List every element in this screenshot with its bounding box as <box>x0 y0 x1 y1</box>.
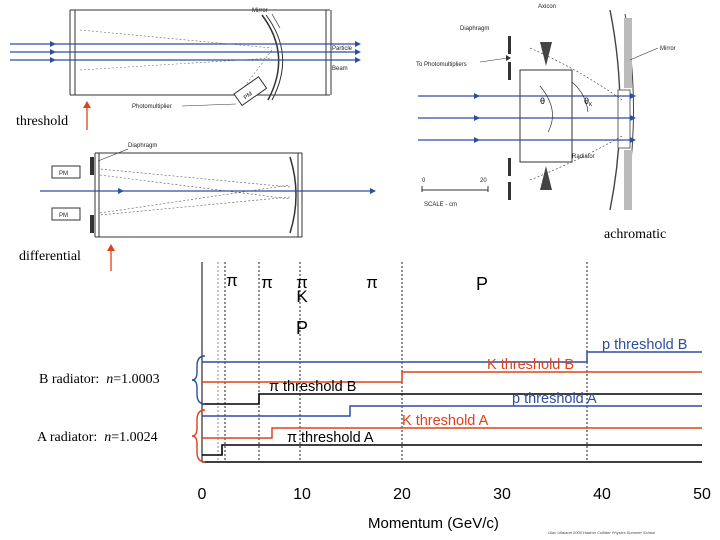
x-tick-label: 50 <box>693 486 711 503</box>
x-tick-label: 10 <box>293 486 311 503</box>
to-pm-text: To Photomultipliers <box>416 62 467 68</box>
series-line <box>202 394 702 404</box>
brace-b-icon <box>192 356 205 404</box>
photomultiplier-text: Photomultiplier <box>132 104 172 110</box>
region-label: π <box>261 273 273 292</box>
x-tick-label: 20 <box>393 486 411 503</box>
achromatic-mirror-text: Mirror <box>660 46 676 52</box>
region-label: K <box>296 287 308 306</box>
series-label: p threshold B <box>602 337 688 353</box>
series-label: p threshold A <box>512 391 597 407</box>
achromatic-diaphragm-text: Diaphragm <box>460 26 490 32</box>
series-label: K threshold B <box>487 357 575 373</box>
axicon-text: Axicon <box>538 4 557 10</box>
radiator-b-value: =1.0003 <box>113 372 160 387</box>
series-line <box>202 445 702 455</box>
theta-text: θ <box>540 96 546 106</box>
region-label: π <box>366 273 378 292</box>
x-tick-label: 0 <box>197 486 207 503</box>
pm-text: PM <box>242 91 254 102</box>
series-line <box>202 352 702 362</box>
threshold-label: threshold <box>16 114 69 129</box>
theta-k-text: $\theta_K$ <box>584 96 593 108</box>
radiator-a-value: =1.0024 <box>111 430 158 445</box>
radiator-b-prefix: B radiator: <box>39 372 107 387</box>
series-label: π threshold B <box>269 379 357 395</box>
beam-text: Beam <box>332 66 348 72</box>
series-line <box>202 428 702 438</box>
x-tick-label: 30 <box>493 486 511 503</box>
series-label: π threshold A <box>287 430 374 446</box>
radiator-b-n: n <box>106 372 114 387</box>
region-label: P <box>295 318 309 338</box>
x-axis-label: Momentum (GeV/c) <box>368 515 499 532</box>
pm-bottom-text: PM <box>59 213 68 219</box>
region-label: π <box>296 273 308 292</box>
footer-credit: Olav Ullaland 2005 Hadron Collider Physics Summer School <box>548 530 656 535</box>
scale-text: SCALE - cm <box>424 202 458 208</box>
achromatic-label: achromatic <box>604 227 667 242</box>
radiator-a-prefix: A radiator: <box>37 430 105 445</box>
mirror-text: Mirror <box>252 8 268 14</box>
region-label: P <box>475 274 489 294</box>
pm-top-text: PM <box>59 171 68 177</box>
diaphragm-text: Diaphragm <box>128 143 158 149</box>
differential-label: differential <box>19 249 81 264</box>
scale-0-text: 0 <box>422 178 426 184</box>
series-label: K threshold A <box>402 413 489 429</box>
region-label: π <box>226 271 238 290</box>
radiator-text: Radiator <box>572 154 595 160</box>
scale-20-text: 20 <box>480 178 487 184</box>
particle-text: Particle <box>332 46 353 52</box>
x-tick-label: 40 <box>593 486 611 503</box>
radiator-a-n: n <box>104 430 112 445</box>
